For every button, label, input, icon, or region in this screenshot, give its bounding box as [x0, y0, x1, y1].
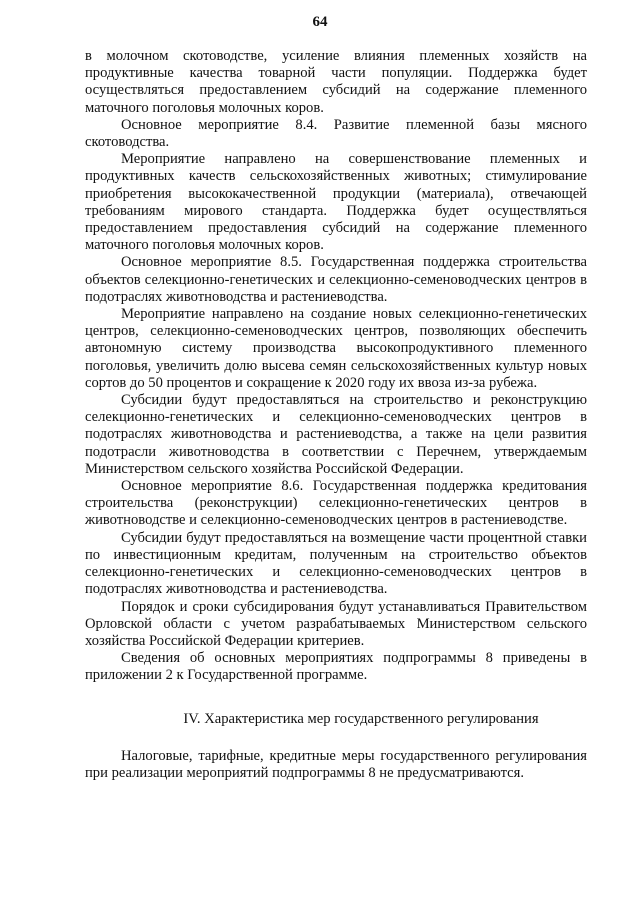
- paragraph-measure-8-6-title: Основное мероприятие 8.6. Государственная поддержка кредитования строительства (реконструкции) селекционно-генетических центров в животноводстве и селекционно-семеноводческих центров в растениеводстве.: [85, 478, 587, 529]
- section-heading: IV. Характеристика мер государственного регулирования: [183, 710, 539, 727]
- paragraph-measure-8-4-title: Основное мероприятие 8.4. Развитие племенной базы мясного скотоводства.: [85, 116, 587, 151]
- paragraph-subsidies-construction: Субсидии будут предоставляться на строительство и реконструкцию селекционно-генетических и селекционно-семеноводческих центров в подотраслях животноводства и растениеводства, а также на цели развития подотрасли животноводства в соответствии с Перечнем, утверждаемым Министерством сельского хозяйства Российской Федерации.: [85, 392, 587, 477]
- paragraph-measure-8-5-description: Мероприятие направлено на создание новых селекционно-генетических центров, селекционно-семеноводческих центров, позволяющих обеспечить автономную систему производства высокопродуктивного племенного поголовья, увеличить долю высева семян сельскохозяйственных культур новых сортов до 50 процентов и сокращение к 2020 году их ввоза из-за рубежа.: [85, 306, 587, 391]
- paragraph-regulation-measures: Налоговые, тарифные, кредитные меры государственного регулирования при реализации мероприятий подпрограммы 8 не предусматриваются.: [85, 747, 587, 781]
- document-body: [85, 48, 587, 782]
- page-number: 64: [312, 14, 328, 30]
- paragraph-continuation: в молочном скотоводстве, усиление влияния племенных хозяйств на продуктивные качества товарной части популяции. Поддержка будет осуществляться предоставлением субсидий на содержание племенного маточного поголовья молочных коров.: [85, 48, 587, 116]
- paragraph-subsidies-interest: Субсидии будут предоставляться на возмещение части процентной ставки по инвестиционным кредитам, полученным на строительство объектов селекционно-генетических и селекционно-семеноводческих центров в подотраслях животноводства и растениеводства.: [85, 529, 587, 598]
- paragraph-measure-8-5-title: Основное мероприятие 8.5. Государственная поддержка строительства объектов селекционно-генетических и селекционно-семеноводческих центров в подотраслях животноводства и растениеводства.: [85, 254, 587, 305]
- paragraph-appendix-reference: Сведения об основных мероприятиях подпрограммы 8 приведены в приложении 2 к Государственной программе.: [85, 650, 587, 684]
- paragraph-measure-8-4-description: Мероприятие направлено на совершенствование племенных и продуктивных качеств сельскохозяйственных животных; стимулирование приобретения высококачественной продукции (материала), отвечающей требованиям мирового стандарта. Поддержка будет осуществляться предоставлением предоставления субсидий на содержание племенного маточного поголовья молочных коров.: [85, 151, 587, 254]
- paragraph-procedure: Порядок и сроки субсидирования будут устанавливаться Правительством Орловской области с учетом разрабатываемых Министерством сельского хозяйства Российской Федерации критериев.: [85, 598, 587, 649]
